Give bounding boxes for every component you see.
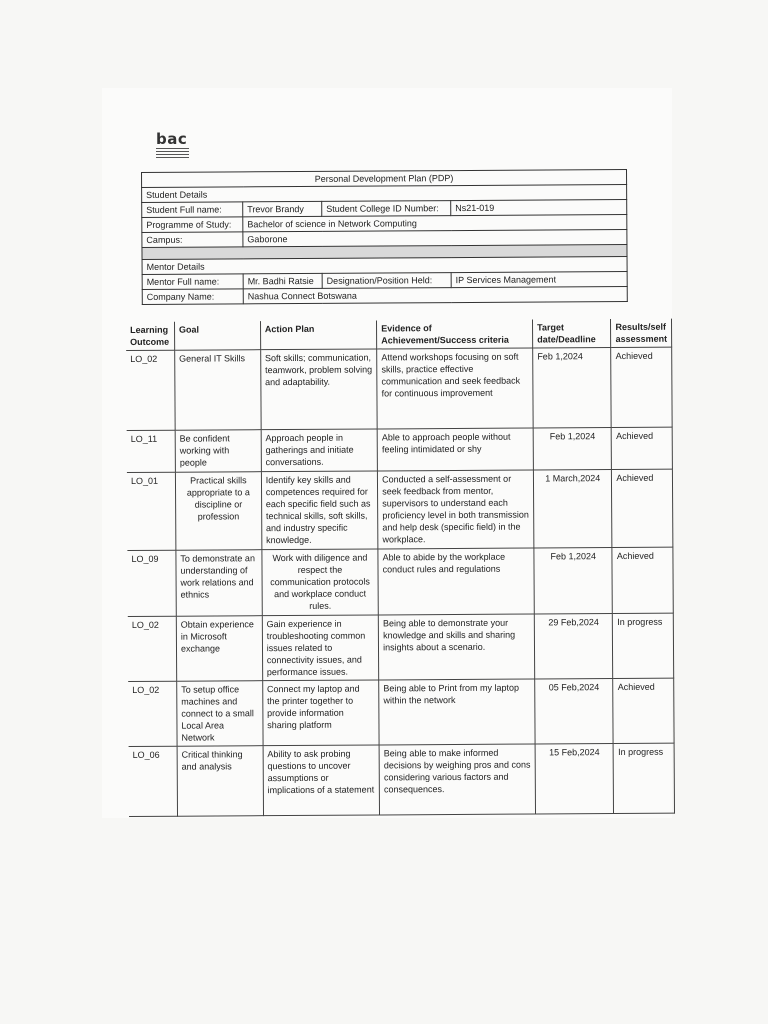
evidence-cell: Being able to Print from my laptop within the network — [379, 679, 535, 745]
header-target-date: Target date/Deadline — [533, 319, 612, 348]
student-id-value: Ns21-019 — [451, 200, 627, 216]
campus-label: Campus: — [142, 232, 243, 248]
outcome-cell: LO_02 — [128, 616, 177, 681]
college-logo — [156, 132, 189, 158]
target-cell: Feb 1,2024 — [533, 348, 612, 428]
action-cell: Connect my laptop and the printer together to provide information sharing platform — [262, 680, 379, 746]
evidence-cell: Being able to make informed decisions by weighing pros and cons considering various factors and consequences. — [379, 744, 535, 815]
student-name-label: Student Full name: — [142, 202, 243, 218]
header-learning-outcome: Learning Outcome — [126, 322, 175, 351]
goal-cell: General IT Skills — [175, 350, 261, 431]
table-row — [129, 743, 675, 816]
goal-cell: Be confident working with people — [175, 430, 261, 473]
result-cell: Achieved — [611, 347, 672, 427]
student-section-heading: Student Details — [142, 185, 627, 203]
outcome-cell: LO_09 — [127, 550, 176, 616]
designation-value: IP Services Management — [451, 272, 627, 288]
outcome-cell: LO_01 — [127, 472, 176, 550]
goals-header-row — [126, 319, 672, 351]
table-row — [127, 427, 673, 472]
goal-cell: Critical thinking and analysis — [177, 746, 263, 817]
learning-goals-table — [126, 319, 675, 817]
evidence-cell: Able to approach people without feeling intimidated or shy — [377, 428, 533, 471]
table-row — [127, 547, 673, 616]
result-cell: In progress — [614, 743, 675, 813]
mentor-name-value: Mr. Badhi Ratsie — [243, 273, 322, 288]
header-evidence: Evidence of Achievement/Success criteria — [377, 320, 533, 349]
campus-value: Gaborone — [243, 230, 627, 247]
programme-value: Bachelor of science in Network Computing — [243, 215, 627, 232]
student-id-label: Student College ID Number: — [322, 201, 451, 217]
evidence-cell: Being able to demonstrate your knowledge and skills and sharing insights about a scenario. — [378, 614, 534, 680]
goal-cell: To setup office machines and connect to a small Local Area Network — [177, 681, 263, 747]
action-cell: Gain experience in troubleshooting common issues related to connectivity issues, and performance issues. — [262, 615, 379, 681]
table-row — [127, 469, 673, 550]
result-cell: In progress — [613, 613, 674, 678]
action-cell: Identify key skills and competences required for each specific field such as technical skills, soft skills, and industry specific knowledge. — [261, 471, 378, 550]
programme-label: Programme of Study: — [142, 217, 243, 233]
target-cell: 1 March,2024 — [533, 470, 612, 548]
goal-cell: Obtain experience in Microsoft exchange — [176, 616, 262, 682]
header-goal: Goal — [174, 321, 260, 350]
logo-stripes — [156, 148, 189, 158]
action-cell: Ability to ask probing questions to uncover assumptions or implications of a statement — [263, 745, 380, 816]
table-row — [128, 678, 674, 746]
outcome-cell: LO_06 — [129, 746, 178, 816]
evidence-cell: Conducted a self-assessment or seek feedback from mentor, supervisors to understand each proficiency level in both transmission and help desk (specific field) in the workplace. — [378, 470, 534, 549]
target-cell: 15 Feb,2024 — [535, 744, 614, 814]
action-cell: Soft skills; communication, teamwork, problem solving and adaptability. — [260, 349, 377, 430]
action-cell: Work with diligence and respect the communication protocols and workplace conduct rules. — [262, 549, 379, 616]
table-row — [128, 613, 674, 681]
outcome-cell: LO_02 — [128, 681, 177, 746]
result-cell: Achieved — [612, 427, 673, 469]
table-row — [126, 347, 672, 430]
target-cell: Feb 1,2024 — [534, 548, 613, 614]
goal-cell: To demonstrate an understanding of work relations and ethnics — [176, 550, 262, 617]
pdp-details-table — [141, 169, 628, 305]
mentor-name-label: Mentor Full name: — [142, 274, 243, 290]
company-value: Nashua Connect Botswana — [243, 287, 627, 304]
logo-text: bac — [156, 130, 188, 148]
result-cell: Achieved — [613, 678, 674, 743]
result-cell: Achieved — [612, 547, 673, 613]
company-label: Company Name: — [142, 289, 243, 305]
header-results: Results/self assessment — [611, 319, 672, 348]
target-cell: Feb 1,2024 — [533, 428, 612, 470]
evidence-cell: Attend workshops focusing on soft skills, practice effective communication and seek feedback for continuous improvement — [377, 348, 533, 429]
target-cell: 05 Feb,2024 — [535, 679, 614, 744]
header-action-plan: Action Plan — [260, 320, 377, 349]
evidence-cell: Able to abide by the workplace conduct rules and regulations — [378, 548, 534, 615]
student-name-value: Trevor Brandy — [243, 201, 322, 216]
outcome-cell: LO_11 — [127, 430, 176, 472]
goal-cell: Practical skills appropriate to a discipline or profession — [175, 472, 261, 551]
pdp-title: Personal Development Plan (PDP) — [142, 170, 627, 188]
designation-label: Designation/Position Held: — [322, 273, 451, 289]
target-cell: 29 Feb,2024 — [534, 614, 613, 679]
action-cell: Approach people in gatherings and initiate conversations. — [261, 429, 378, 472]
result-cell: Achieved — [612, 469, 673, 547]
outcome-cell: LO_02 — [126, 350, 175, 430]
mentor-section-heading: Mentor Details — [142, 257, 627, 275]
